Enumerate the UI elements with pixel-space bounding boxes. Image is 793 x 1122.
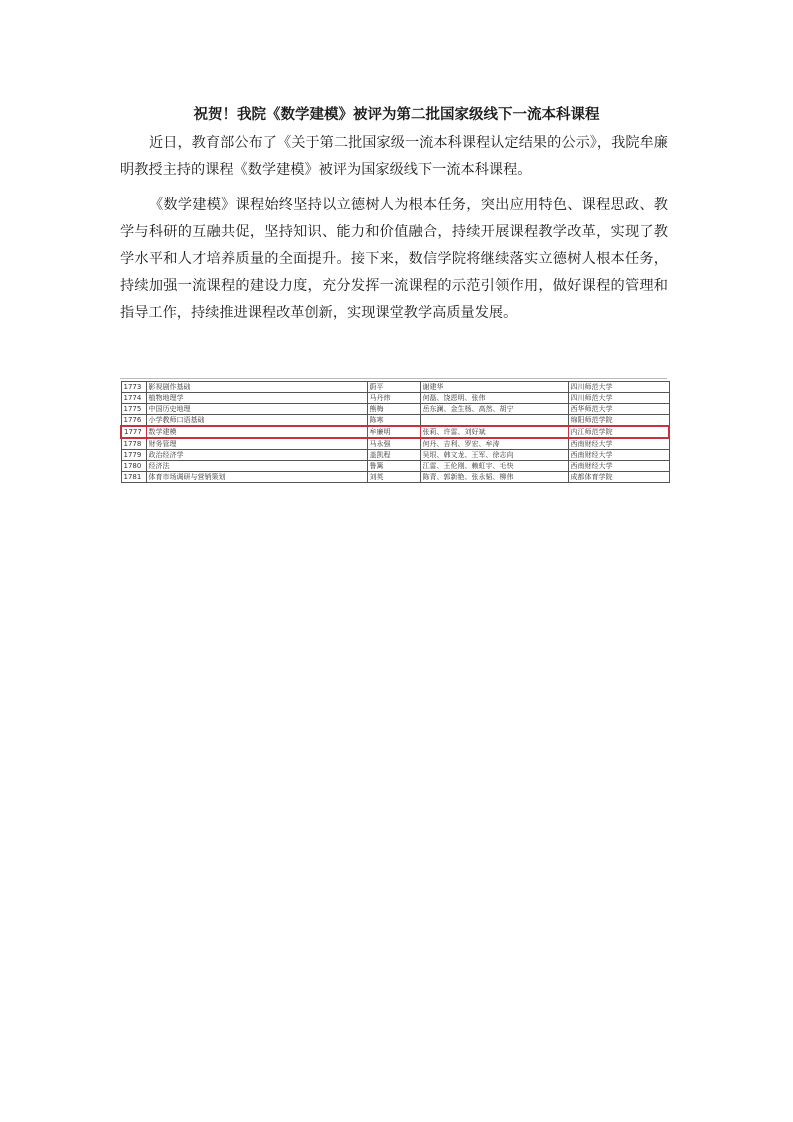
- team-members-cell: 吴垠、韩文龙、王军、徐志向: [420, 450, 568, 461]
- course-leader-cell: 牟廉明: [367, 426, 420, 438]
- course-name-cell: 中国历史地理: [146, 404, 367, 415]
- paragraph-intro: 近日，教育部公布了《关于第二批国家级一流本科课程认定结果的公示》，我院牟廉明教授主持的课程《数学建模》被评为国家级线下一流本科课程。: [120, 135, 668, 178]
- course-no-cell: 1774: [121, 393, 146, 404]
- course-no-cell: 1775: [121, 404, 146, 415]
- course-no-cell: 1777: [121, 426, 146, 438]
- university-cell: 四川师范大学: [568, 393, 669, 404]
- team-members-cell: 何磊、饶恩明、张伟: [420, 393, 568, 404]
- university-cell: 内江师范学院: [568, 426, 669, 438]
- course-leader-cell: 马永强: [367, 438, 420, 450]
- paragraph-body: 《数学建模》课程始终坚持以立德树人为根本任务，突出应用特色、课程思政、教学与科研的互融共促，坚持知识、能力和价值融合，持续开展课程教学改革，实现了教学水平和人才培养质量的全面提升。接下来，数信学院将继续落实立德树人根本任务，持续加强一流课程的建设力度，充分发挥一流课程的示范引领作用，做好课程的管理和指导工作，持续推进课程改革创新，实现课堂教学高质量发展。: [120, 197, 668, 321]
- team-members-cell: 岳东澜、金生杨、高然、胡宁: [420, 404, 568, 415]
- course-leader-cell: 蔚平: [367, 382, 420, 393]
- table-row: [121, 472, 669, 483]
- course-leader-cell: 陈寒: [367, 415, 420, 427]
- course-no-cell: 1780: [121, 461, 146, 472]
- course-no-cell: 1781: [121, 472, 146, 483]
- table-top-rule: [120, 378, 667, 379]
- table-row: [121, 382, 669, 393]
- team-members-cell: 江雷、王伦刚、赖虹宇、毛快: [420, 461, 568, 472]
- team-members-cell: 张莉、许雷、刘好斌: [420, 426, 568, 438]
- course-no-cell: 1779: [121, 450, 146, 461]
- table-row: [121, 450, 669, 461]
- course-leader-cell: 刘英: [367, 472, 420, 483]
- course-name-cell: 体育市场调研与营销策划: [146, 472, 367, 483]
- course-no-cell: 1778: [121, 438, 146, 450]
- course-list-table: [120, 381, 670, 483]
- table-row: [121, 404, 669, 415]
- university-cell: 西南财经大学: [568, 461, 669, 472]
- course-leader-cell: 马丹炜: [367, 393, 420, 404]
- table-row: [121, 415, 669, 427]
- course-name-cell: 经济法: [146, 461, 367, 472]
- university-cell: 成都体育学院: [568, 472, 669, 483]
- course-name-cell: 政治经济学: [146, 450, 367, 461]
- university-cell: 西南财经大学: [568, 438, 669, 450]
- team-members-cell: [420, 415, 568, 427]
- course-name-cell: 财务管理: [146, 438, 367, 450]
- course-name-cell: 数学建模: [146, 426, 367, 438]
- university-cell: 西南财经大学: [568, 450, 669, 461]
- course-name-cell: 影视剧作基础: [146, 382, 367, 393]
- team-members-cell: 何丹、吉利、罗宏、牟涛: [420, 438, 568, 450]
- course-leader-cell: 熊梅: [367, 404, 420, 415]
- team-members-cell: 陈青、郭新艳、张永韬、柳伟: [420, 472, 568, 483]
- course-name-cell: 小学教师口语基础: [146, 415, 367, 427]
- table-row: [121, 438, 669, 450]
- article-title: 祝贺！我院《数学建模》被评为第二批国家级线下一流本科课程: [193, 107, 600, 123]
- course-name-cell: 植物地理学: [146, 393, 367, 404]
- course-leader-cell: 盖凯程: [367, 450, 420, 461]
- table-row-highlighted: [121, 426, 669, 438]
- table-row: [121, 461, 669, 472]
- team-members-cell: 谢建华: [420, 382, 568, 393]
- course-no-cell: 1773: [121, 382, 146, 393]
- university-cell: 西华师范大学: [568, 404, 669, 415]
- university-cell: 四川师范大学: [568, 382, 669, 393]
- course-list-table-image: [120, 381, 667, 483]
- course-leader-cell: 鲁篱: [367, 461, 420, 472]
- course-no-cell: 1776: [121, 415, 146, 427]
- table-row: [121, 393, 669, 404]
- university-cell: 绵阳师范学院: [568, 415, 669, 427]
